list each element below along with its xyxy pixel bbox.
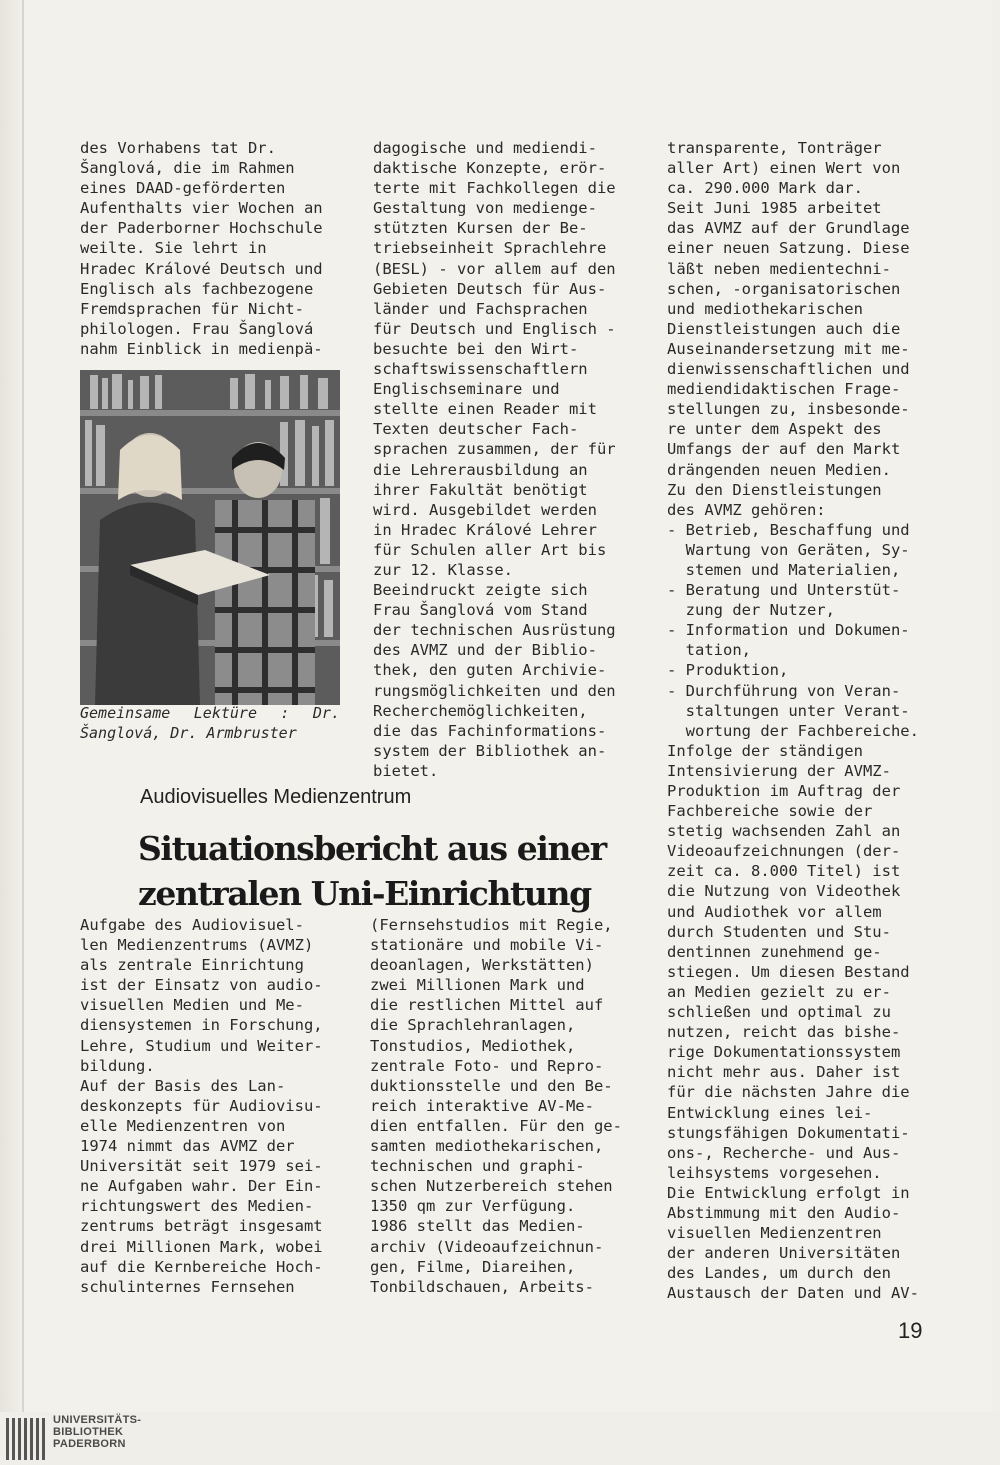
- text-line: drängenden neuen Medien.: [667, 460, 891, 479]
- text-line: Texten deutscher Fach-: [373, 420, 579, 439]
- text-line: Aufgabe des Audiovisuel-: [80, 916, 304, 934]
- text-line: thek, den guten Archivie-: [373, 661, 607, 680]
- text-line: Entwicklung eines lei-: [667, 1103, 873, 1122]
- text-line: samten mediothekarischen,: [370, 1137, 604, 1156]
- text-line: bildung.: [80, 1056, 155, 1075]
- text-line: des AVMZ und der Biblio-: [373, 641, 597, 660]
- text-line: Intensivierung der AVMZ-: [667, 761, 891, 780]
- text-line: das AVMZ auf der Grundlage: [667, 219, 910, 238]
- text-line: re unter dem Aspekt des: [667, 420, 882, 439]
- text-line: länder und Fachsprachen: [373, 299, 588, 318]
- text-line: schen Nutzerbereich stehen: [370, 1177, 613, 1196]
- text-line: die das Fachinformations-: [373, 721, 607, 740]
- text-line: Englisch als fachbezogene: [80, 279, 314, 298]
- text-line: Auseinandersetzung mit me-: [667, 339, 910, 358]
- text-line: len Medienzentrums (AVMZ): [80, 936, 314, 955]
- text-line: - Betrieb, Beschaffung und: [667, 520, 910, 539]
- text-line: Wartung von Geräten, Sy-: [667, 540, 910, 559]
- text-line: Fachbereiche sowie der: [667, 802, 873, 821]
- text-line: archiv (Videoaufzeichnun-: [370, 1237, 604, 1256]
- text-line: triebseinheit Sprachlehre: [373, 239, 607, 258]
- text-line: Beeindruckt zeigte sich: [373, 581, 588, 600]
- text-line: Hradec Králové Deutsch und: [80, 259, 323, 278]
- text-line: visuellen Medien und Me-: [80, 996, 304, 1015]
- text-line: einer neuen Satzung. Diese: [667, 239, 910, 258]
- text-line: besuchte bei den Wirt-: [373, 339, 579, 358]
- column-2-top-text: [373, 138, 635, 781]
- text-line: bietet.: [373, 761, 439, 780]
- text-line: mediendidaktischen Frage-: [667, 380, 901, 399]
- text-line: sprachen zusammen, der für: [373, 440, 616, 459]
- text-line: für Schulen aller Art bis: [373, 540, 607, 559]
- text-line: Seit Juni 1985 arbeitet: [667, 199, 882, 218]
- text-line: Lehre, Studium und Weiter-: [80, 1036, 323, 1055]
- text-line: ihrer Fakultät benötigt: [373, 480, 588, 499]
- text-line: transparente, Tonträger: [667, 139, 882, 157]
- text-line: Zu den Dienstleistungen: [667, 480, 882, 499]
- column-1-top-text: [80, 138, 342, 359]
- text-line: aller Art) einen Wert von: [667, 159, 901, 178]
- text-line: deoanlagen, Werkstätten): [370, 956, 594, 975]
- text-line: technischen und graphi-: [370, 1157, 585, 1176]
- text-line: staltungen unter Verant-: [667, 701, 910, 720]
- text-line: dentinnen zunehmend ge-: [667, 942, 882, 961]
- text-line: zung der Nutzer,: [667, 601, 835, 620]
- text-line: stellungen zu, insbesonde-: [667, 400, 910, 419]
- text-line: dagogische und mediendi-: [373, 139, 597, 157]
- text-line: Frau Šanglová vom Stand: [373, 601, 588, 620]
- text-line: zeit ca. 8.000 Titel) ist: [667, 862, 901, 881]
- text-line: schulinternes Fernsehen: [80, 1277, 295, 1296]
- text-line: elle Medienzentren von: [80, 1116, 286, 1135]
- library-logo-text: [53, 1414, 141, 1450]
- text-line: gen, Filme, Diareihen,: [370, 1257, 576, 1276]
- text-line: Šanglová, die im Rahmen: [80, 159, 295, 178]
- logo-line-1: UNIVERSITÄTS-: [53, 1414, 142, 1426]
- text-line: Abstimmung mit den Audio-: [667, 1203, 901, 1222]
- text-line: reich interaktive AV-Me-: [370, 1096, 594, 1115]
- text-line: - Beratung und Unterstüt-: [667, 581, 901, 600]
- text-line: Tonstudios, Mediothek,: [370, 1036, 576, 1055]
- text-line: schließen und optimal zu: [667, 1003, 891, 1022]
- text-line: läßt neben medientechni-: [667, 259, 891, 278]
- text-line: Produktion im Auftrag der: [667, 782, 901, 800]
- text-line: an Medien gezielt zu er-: [667, 982, 891, 1001]
- text-line: wortung der Fachbereiche.: [667, 721, 919, 740]
- text-line: philologen. Frau Šanglová: [80, 319, 314, 338]
- text-line: (BESL) - vor allem auf den: [373, 259, 616, 278]
- text-line: Die Entwicklung erfolgt in: [667, 1183, 910, 1202]
- text-line: in Hradec Králové Lehrer: [373, 520, 597, 539]
- text-line: schen, -organisatorischen: [667, 279, 901, 298]
- column-1-bottom-text: [80, 915, 342, 1297]
- text-line: deskonzepts für Audiovisu-: [80, 1096, 323, 1115]
- text-line: Gestaltung von medienge-: [373, 199, 597, 218]
- text-line: des Vorhabens tat Dr.: [80, 139, 276, 157]
- binding-edge: [0, 0, 20, 1412]
- text-line: und Audiothek vor allem: [667, 902, 882, 921]
- text-line: Tonbildschauen, Arbeits-: [370, 1277, 594, 1296]
- text-line: stetig wachsenden Zahl an: [667, 822, 901, 841]
- text-line: als zentrale Einrichtung: [80, 956, 304, 975]
- text-line: Auf der Basis des Lan-: [80, 1076, 286, 1095]
- text-line: stellte einen Reader mit: [373, 400, 597, 419]
- text-line: Umfangs der auf den Markt: [667, 440, 901, 459]
- text-line: der technischen Ausrüstung: [373, 621, 616, 640]
- text-line: stationäre und mobile Vi-: [370, 936, 604, 955]
- text-line: tation,: [667, 641, 751, 660]
- text-line: dien entfallen. Für den ge-: [370, 1116, 622, 1135]
- text-line: diensystemen in Forschung,: [80, 1016, 323, 1035]
- text-line: - Information und Dokumen-: [667, 621, 910, 640]
- photo-caption: Gemeinsame Lektüre : Dr. Šanglová, Dr. Armbruster: [80, 704, 340, 742]
- text-line: 1350 qm zur Verfügung.: [370, 1197, 576, 1216]
- text-line: Infolge der ständigen: [667, 741, 863, 760]
- column-3-text: [667, 138, 929, 1303]
- text-line: für die nächsten Jahre die: [667, 1083, 910, 1102]
- text-line: Englischseminare und: [373, 380, 560, 399]
- text-line: stiegen. Um diesen Bestand: [667, 962, 910, 981]
- text-line: zur 12. Klasse.: [373, 560, 513, 579]
- text-line: schaftswissenschaftlern: [373, 360, 588, 379]
- text-line: des Landes, um durch den: [667, 1264, 891, 1283]
- text-line: stützten Kursen der Be-: [373, 219, 588, 238]
- text-line: Recherchemöglichkeiten,: [373, 701, 588, 720]
- section-kicker: Audiovisuelles Medienzentrum: [140, 786, 412, 808]
- text-line: die Sprachlehranlagen,: [370, 1016, 576, 1035]
- page-number: 19: [898, 1318, 923, 1343]
- text-line: und mediothekarischen: [667, 299, 863, 318]
- text-line: 1974 nimmt das AVMZ der: [80, 1137, 295, 1156]
- text-line: Fremdsprachen für Nicht-: [80, 299, 304, 318]
- library-footer: [0, 1412, 1000, 1465]
- text-line: nahm Einblick in medienpä-: [80, 339, 323, 358]
- text-line: stungsfähigen Dokumentati-: [667, 1123, 910, 1142]
- text-line: daktische Konzepte, erör-: [373, 159, 607, 178]
- text-line: durch Studenten und Stu-: [667, 922, 891, 941]
- logo-line-2: BIBLIOTHEK: [53, 1426, 124, 1438]
- text-line: - Durchführung von Veran-: [667, 681, 901, 700]
- text-line: system der Bibliothek an-: [373, 741, 607, 760]
- photo-two-women-reading: [80, 370, 340, 705]
- article-headline: [138, 826, 606, 916]
- logo-line-3: PADERBORN: [53, 1438, 126, 1450]
- text-line: zwei Millionen Mark und: [370, 976, 585, 995]
- text-line: (Fernsehstudios mit Regie,: [370, 916, 613, 934]
- text-line: 1986 stellt das Medien-: [370, 1217, 585, 1236]
- text-line: ca. 290.000 Mark dar.: [667, 179, 863, 198]
- text-line: leihsystems vorgesehen.: [667, 1163, 882, 1182]
- text-line: die Lehrerausbildung an: [373, 460, 588, 479]
- text-line: die Nutzung von Videothek: [667, 882, 901, 901]
- text-line: visuellen Medienzentren: [667, 1224, 882, 1243]
- text-line: duktionsstelle und den Be-: [370, 1076, 613, 1095]
- text-line: Videoaufzeichnungen (der-: [667, 842, 901, 861]
- headline-line-1: Situationsbericht aus einer: [138, 829, 606, 868]
- text-line: ne Aufgaben wahr. Der Ein-: [80, 1177, 323, 1196]
- text-line: wird. Ausgebildet werden: [373, 500, 597, 519]
- text-line: weilte. Sie lehrt in: [80, 239, 267, 258]
- text-line: Gebieten Deutsch für Aus-: [373, 279, 607, 298]
- text-line: Aufenthalts vier Wochen an: [80, 199, 323, 218]
- text-line: nutzen, reicht das bishe-: [667, 1023, 901, 1042]
- text-line: stemen und Materialien,: [667, 560, 901, 579]
- text-line: Universität seit 1979 sei-: [80, 1157, 323, 1176]
- text-line: auf die Kernbereiche Hoch-: [80, 1257, 323, 1276]
- text-line: terte mit Fachkollegen die: [373, 179, 616, 198]
- text-line: ist der Einsatz von audio-: [80, 976, 323, 995]
- text-line: der Paderborner Hochschule: [80, 219, 323, 238]
- text-line: ons-, Recherche- und Aus-: [667, 1143, 901, 1162]
- text-line: Dienstleistungen auch die: [667, 319, 901, 338]
- text-line: der anderen Universitäten: [667, 1244, 901, 1263]
- text-line: des AVMZ gehören:: [667, 500, 826, 519]
- column-2-bottom-text: [370, 915, 632, 1297]
- text-line: - Produktion,: [667, 661, 789, 680]
- text-line: zentrums beträgt insgesamt: [80, 1217, 323, 1236]
- text-line: rungsmöglichkeiten und den: [373, 681, 616, 700]
- headline-line-2: zentralen Uni-Einrichtung: [138, 874, 591, 913]
- library-logo-icon: [6, 1418, 48, 1460]
- text-line: eines DAAD-geförderten: [80, 179, 286, 198]
- text-line: drei Millionen Mark, wobei: [80, 1237, 323, 1256]
- text-line: die restlichen Mittel auf: [370, 996, 604, 1015]
- text-line: Austausch der Daten und AV-: [667, 1284, 919, 1303]
- text-line: dienwissenschaftlichen und: [667, 360, 910, 379]
- text-line: für Deutsch und Englisch -: [373, 319, 616, 338]
- text-line: richtungswert des Medien-: [80, 1197, 314, 1216]
- text-line: nicht mehr aus. Daher ist: [667, 1063, 901, 1082]
- text-line: zentrale Foto- und Repro-: [370, 1056, 604, 1075]
- text-line: rige Dokumentationssystem: [667, 1043, 901, 1062]
